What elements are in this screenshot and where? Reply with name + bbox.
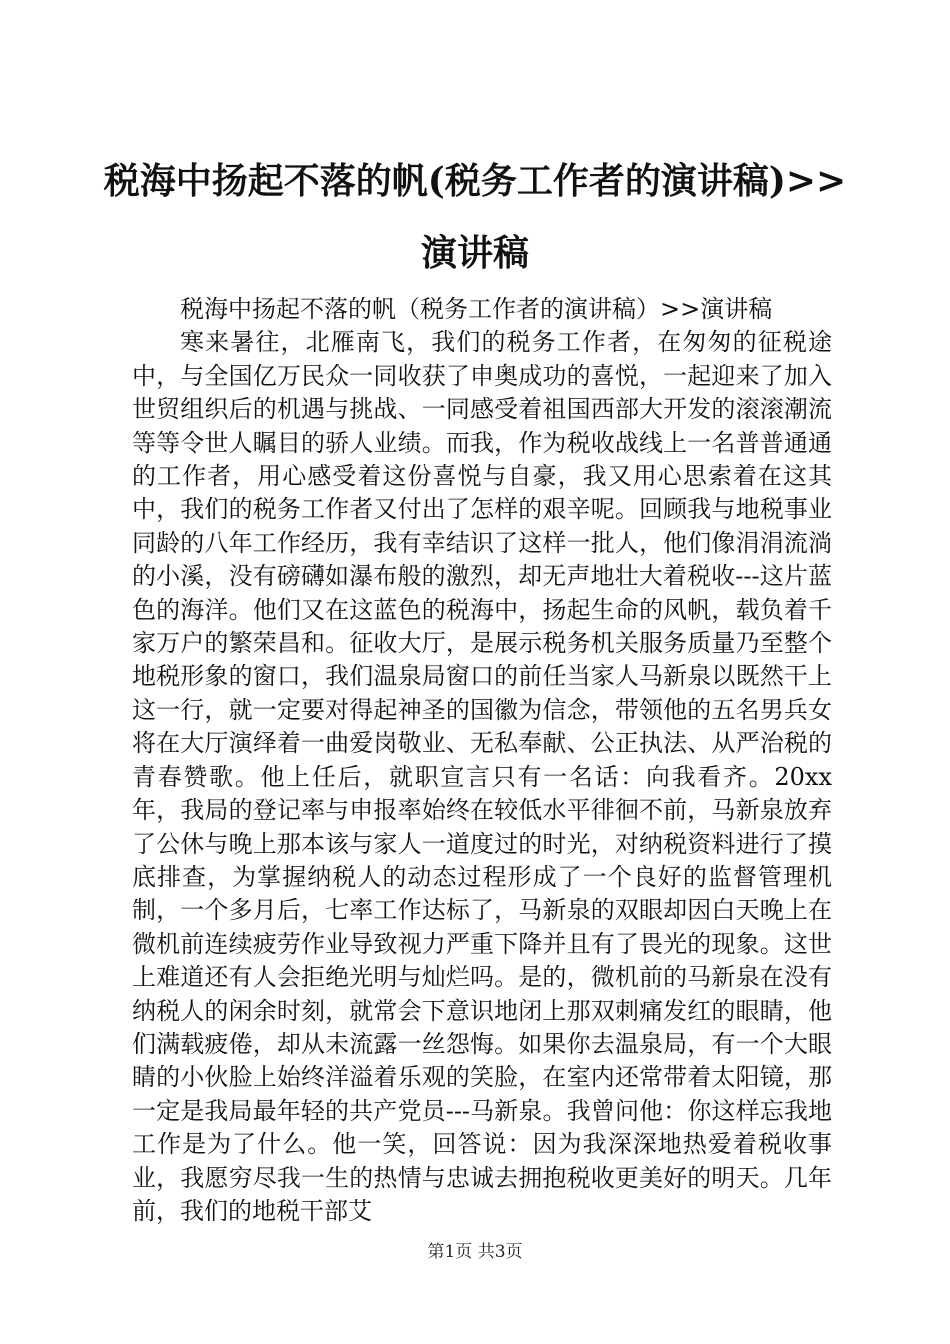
document-body: [132, 293, 832, 1228]
subtitle-line: 税海中扬起不落的帆（税务工作者的演讲稿）>>演讲稿: [180, 295, 773, 323]
page-footer: 第1页 共3页: [427, 1242, 523, 1262]
body-paragraph: 寒来暑往，北雁南飞，我们的税务工作者，在匆匆的征税途中，与全国亿万民众一同收获了申奥成功的喜悦，一起迎来了加入世贸组织后的机遇与挑战、一同感受着祖国西部大开发的滚滚潮流等等令世人瞩目的骄人业绩。而我，作为税收战线上一名普普通通的工作者，用心感受着这份喜悦与自豪，我又用心思索着在这其中，我们的税务工作者又付出了怎样的艰辛呢。回顾我与地税事业同龄的八年工作经历，我有幸结识了这样一批人，他们像涓涓流淌的小溪，没有磅礴如瀑布般的激烈，却无声地壮大着税收---这片蓝色的海洋。他们又在这蓝色的税海中，扬起生命的风帆，载负着千家万户的繁荣昌和。征收大厅，是展示税务机关服务质量乃至整个地税形象的窗口，我们温泉局窗口的前任当家人马新泉以既然干上这一行，就一定要对得起神圣的国徽为信念，带领他的五名男兵女将在大厅演绎着一曲爱岗敬业、无私奉献、公正执法、从严治税的青春赞歌。他上任后，就职宣言只有一名话：向我看齐。20xx年，我局的登记率与申报率始终在较低水平徘徊不前，马新泉放弃了公休与晚上那本该与家人一道度过的时光，对纳税资料进行了摸底排查，为掌握纳税人的动态过程形成了一个良好的监督管理机制，一个多月后，七率工作达标了，马新泉的双眼却因白天晚上在微机前连续疲劳作业导致视力严重下降并且有了畏光的现象。这世上难道还有人会拒绝光明与灿烂吗。是的，微机前的马新泉在没有纳税人的闲余时刻，就常会下意识地闭上那双刺痛发红的眼睛，他们满载疲倦，却从未流露一丝怨悔。如果你去温泉局，有一个大眼睛的小伙脸上始终洋溢着乐观的笑脸，在室内还常带着太阳镜，那一定是我局最年轻的共产党员---马新泉。我曾问他：你这样忘我地工作是为了什么。他一笑，回答说：因为我深深地热爱着税收事业，我愿穷尽我一生的热情与忠诚去拥抱税收更美好的明天。几年前，我们的地税干部艾: [132, 328, 832, 1225]
document-title: 税海中扬起不落的帆(税务工作者的演讲稿)>>演讲稿: [103, 160, 847, 274]
